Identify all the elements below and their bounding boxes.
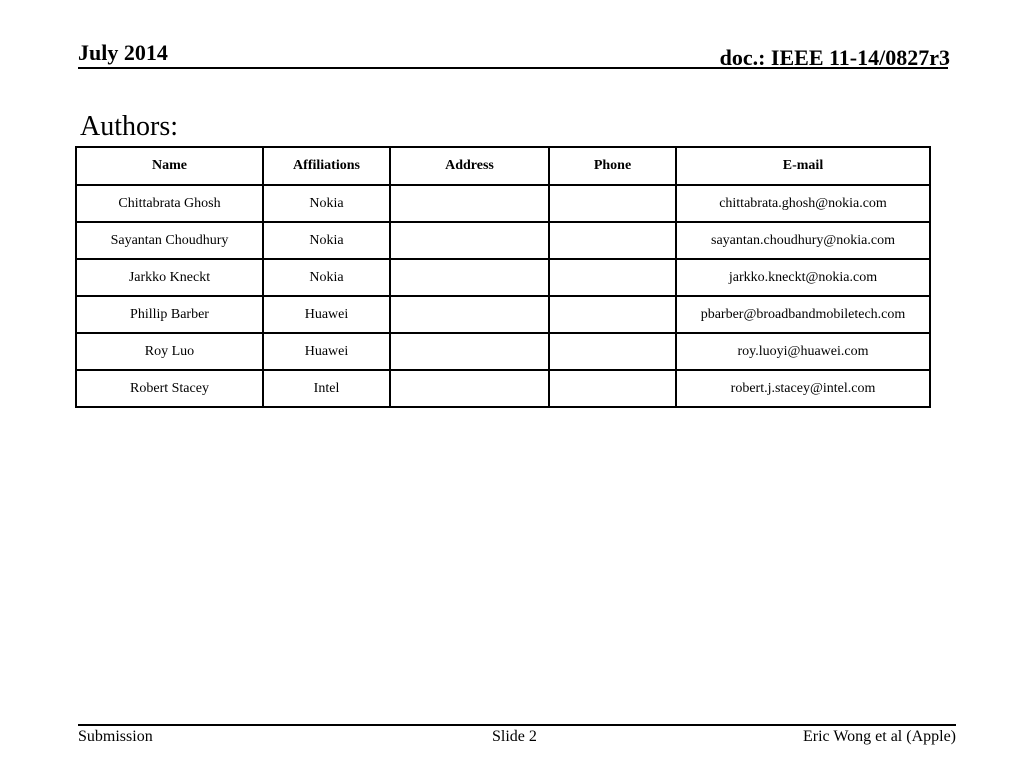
cell-email: chittabrata.ghosh@nokia.com xyxy=(676,185,930,222)
table-row xyxy=(76,259,930,296)
cell-name: Chittabrata Ghosh xyxy=(76,185,263,222)
cell-address xyxy=(390,333,549,370)
cell-affiliation: Nokia xyxy=(263,222,390,259)
cell-address xyxy=(390,185,549,222)
column-header-affiliations: Affiliations xyxy=(263,147,390,185)
cell-email: robert.j.stacey@intel.com xyxy=(676,370,930,407)
cell-name: Sayantan Choudhury xyxy=(76,222,263,259)
cell-phone xyxy=(549,296,676,333)
cell-phone xyxy=(549,222,676,259)
cell-affiliation: Nokia xyxy=(263,185,390,222)
header-date: July 2014 xyxy=(78,40,168,65)
column-header-phone: Phone xyxy=(549,147,676,185)
cell-email: pbarber@broadbandmobiletech.com xyxy=(676,296,930,333)
cell-phone xyxy=(549,259,676,296)
cell-email: roy.luoyi@huawei.com xyxy=(676,333,930,370)
cell-email: sayantan.choudhury@nokia.com xyxy=(676,222,930,259)
cell-affiliation: Huawei xyxy=(263,296,390,333)
footer-author: Eric Wong et al (Apple) xyxy=(802,728,956,745)
cell-address xyxy=(390,296,549,333)
table-row xyxy=(76,222,930,259)
cell-affiliation: Nokia xyxy=(263,259,390,296)
section-title: Authors: xyxy=(80,111,178,142)
cell-name: Robert Stacey xyxy=(76,370,263,407)
cell-affiliation: Huawei xyxy=(263,333,390,370)
cell-email: jarkko.kneckt@nokia.com xyxy=(676,259,930,296)
column-header-name: Name xyxy=(76,147,263,185)
table-row xyxy=(76,185,930,222)
cell-phone xyxy=(549,333,676,370)
cell-phone xyxy=(549,370,676,407)
cell-address xyxy=(390,259,549,296)
table-header-row xyxy=(76,147,930,185)
column-header-email: E-mail xyxy=(676,147,930,185)
header-rule xyxy=(78,67,948,69)
cell-address xyxy=(390,370,549,407)
cell-name: Phillip Barber xyxy=(76,296,263,333)
table-row xyxy=(76,370,930,407)
cell-affiliation: Intel xyxy=(263,370,390,407)
cell-phone xyxy=(549,185,676,222)
cell-name: Roy Luo xyxy=(76,333,263,370)
header-doc-id: doc.: IEEE 11-14/0827r3 xyxy=(719,45,950,70)
cell-name: Jarkko Kneckt xyxy=(76,259,263,296)
footer-submission: Submission xyxy=(78,728,153,745)
column-header-address: Address xyxy=(390,147,549,185)
footer-rule xyxy=(78,724,956,726)
authors-table xyxy=(75,146,931,408)
footer-slide-number: Slide 2 xyxy=(492,728,537,745)
table-row xyxy=(76,333,930,370)
cell-address xyxy=(390,222,549,259)
table-row xyxy=(76,296,930,333)
